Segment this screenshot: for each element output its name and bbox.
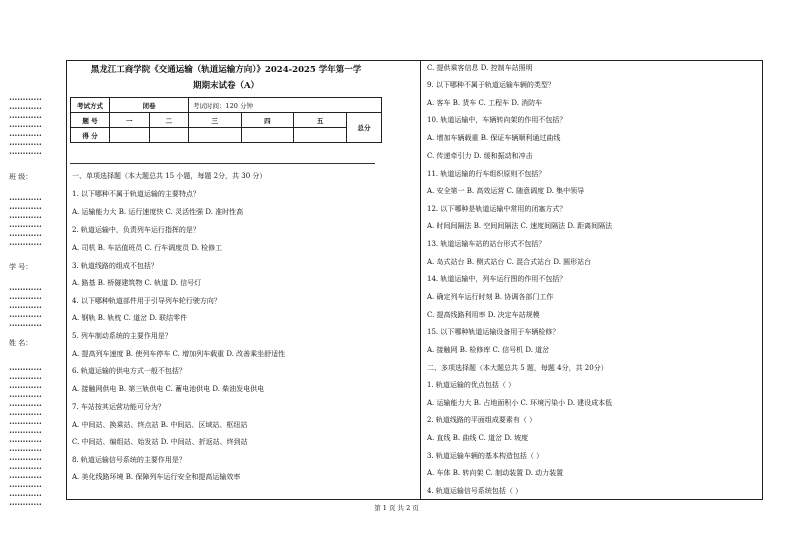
section-header: 四 [241, 113, 294, 128]
question-line: C. 提高线路利用率 D. 决定车站规模 [427, 311, 540, 319]
score-cell [149, 128, 189, 143]
exam-mode-value: 闭卷 [110, 98, 189, 113]
question-line: A. 车体 B. 转向架 C. 制动装置 D. 动力装置 [427, 469, 564, 477]
exam-mode-label: 考试方式 [71, 98, 110, 113]
question-line: A. 客车 B. 货车 C. 工程车 D. 消防车 [427, 99, 543, 107]
page-footer: 第 1 页 共 2 页 [374, 504, 419, 512]
question-line: 6. 轨道运输的供电方式一般不包括？ [72, 367, 186, 375]
section-header: 五 [294, 113, 347, 128]
class-field: 班 级： [9, 173, 33, 181]
score-cell [110, 128, 150, 143]
binding-line-dots: •••••••••••• •••••••••••• •••••••••••• •••••••••••• •••••••••••• •••••••••••• •••••••••••• [9, 97, 42, 157]
column-divider [420, 60, 421, 500]
question-line: A. 确定列车运行时刻 B. 协调各部门工作 [427, 293, 554, 301]
section-heading: 二、多项选择题（本大题总共 5 题，每题 4分，共 20分） [427, 364, 608, 372]
question-line: A. 运输能力大 B. 占地面积小 C. 环境污染小 D. 建设成本低 [427, 399, 613, 407]
total-label: 总分 [347, 113, 382, 143]
exam-title-line1: 黑龙江工商学院《交通运输（轨道运输方向）》2024-2025 学年第一学 [90, 65, 362, 75]
question-line: A. 岛式站台 B. 侧式站台 C. 混合式站台 D. 圆形站台 [427, 258, 592, 266]
binding-line-dots: •••••••••••• •••••••••••• •••••••••••• •••••••••••• •••••••••••• [9, 287, 42, 329]
question-line: 2. 轨道运输中，负责列车运行指挥的是？ [72, 226, 200, 234]
score-table [70, 97, 382, 143]
exam-time: 考试时间：120 分钟 [189, 98, 382, 113]
question-line: A. 路基 B. 桥隧建筑物 C. 轨道 D. 信号灯 [72, 279, 202, 287]
question-line: A. 中间站、换乘站、终点站 B. 中间站、区域站、枢纽站 [72, 421, 248, 429]
score-cell [189, 128, 242, 143]
question-line: 14. 轨道运输中，列车运行图的作用不包括？ [427, 275, 567, 283]
question-line: A. 安全第一 B. 高效运营 C. 随意调度 D. 集中领导 [427, 187, 585, 195]
question-line: 15. 以下哪种轨道运输设备用于车辆检修？ [427, 328, 560, 336]
question-line: A. 钢轨 B. 轨枕 C. 道岔 D. 联结零件 [72, 314, 188, 322]
section-separator [70, 163, 375, 164]
question-line: 4. 以下哪种轨道部件用于引导列车轮行驶方向？ [72, 297, 221, 305]
score-cell [241, 128, 294, 143]
question-line: A. 司机 B. 车站值班员 C. 行车调度员 D. 检修工 [72, 244, 223, 252]
question-line: 10. 轨道运输中，车辆转向架的作用不包括？ [427, 116, 567, 124]
question-line: A. 运输能力大 B. 运行速度快 C. 灵活性强 D. 准时性高 [72, 208, 244, 216]
question-line: 3. 轨道线路的组成不包括？ [72, 262, 158, 270]
question-line: C. 传递牵引力 D. 缓和振动和冲击 [427, 152, 533, 160]
question-line: 8. 轨道运输信号系统的主要作用是？ [72, 456, 186, 464]
question-line: 2. 轨道线路的平面组成要素有（ ） [427, 416, 537, 424]
question-line: A. 增加车辆载重 B. 保证车辆顺利通过曲线 [427, 134, 561, 142]
question-line: A. 提高列车速度 B. 使列车停车 C. 增加列车载重 D. 改善乘坐舒适性 [72, 350, 286, 358]
section-header: 二 [149, 113, 189, 128]
question-line: 11. 轨道运输的行车组织原则不包括？ [427, 170, 546, 178]
question-line: A. 时间间隔法 B. 空间间隔法 C. 速度间隔法 D. 距离间隔法 [427, 222, 613, 230]
question-line: 4. 轨道运输信号系统包括（ ） [427, 487, 523, 495]
exam-title-line2: 期期末试卷（A） [192, 81, 260, 91]
question-line: C. 提供乘客信息 D. 控制车站照明 [427, 64, 533, 72]
student-id-field: 学 号： [9, 263, 33, 271]
question-no-label: 题 号 [71, 113, 110, 128]
question-line: C. 中间站、编组站、始发站 D. 中间站、折返站、终到站 [72, 438, 248, 446]
section-header: 三 [189, 113, 242, 128]
score-label: 得 分 [71, 128, 110, 143]
question-line: 1. 轨道运输的优点包括（ ） [427, 381, 516, 389]
binding-line-dots: •••••••••••• •••••••••••• •••••••••••• •••••••••••• •••••••••••• •••••••••••• •••••••••••• •••••••••••• •••••••••••• •••••••••••• •••••••••••• •••••••••••• •••••••••••• •••••••••••• •••••••••••• •••••••••••• [9, 367, 42, 508]
question-line: A. 接触网 B. 检修库 C. 信号机 D. 道岔 [427, 346, 550, 354]
section-header: 一 [110, 113, 150, 128]
question-line: 3. 轨道运输车辆的基本构造包括（ ） [427, 452, 544, 460]
question-line: A. 直线 B. 曲线 C. 道岔 D. 坡度 [427, 434, 529, 442]
section-heading: 一、单项选择题（本大题总共 15 小题，每题 2分，共 30 分） [72, 172, 267, 180]
name-field: 姓 名： [9, 339, 33, 347]
question-line: 7. 车站按其运营功能可分为？ [72, 403, 165, 411]
question-line: 9. 以下哪种不属于轨道运输车辆的类型？ [427, 81, 555, 89]
question-line: 5. 列车制动系统的主要作用是？ [72, 332, 172, 340]
question-line: 13. 轨道运输车站的站台形式不包括？ [427, 240, 546, 248]
question-line: A. 美化线路环境 B. 保障列车运行安全和提高运输效率 [72, 473, 241, 481]
question-line: A. 接触网供电 B. 第三轨供电 C. 蓄电池供电 D. 柴油发电供电 [72, 385, 265, 393]
binding-line-dots: •••••••••••• •••••••••••• •••••••••••• •••••••••••• •••••••••••• •••••••••••• [9, 197, 42, 248]
score-cell [294, 128, 347, 143]
question-line: 12. 以下哪种是轨道运输中常用的闭塞方式？ [427, 205, 567, 213]
question-line: 1. 以下哪种不属于轨道运输的主要特点？ [72, 190, 200, 198]
